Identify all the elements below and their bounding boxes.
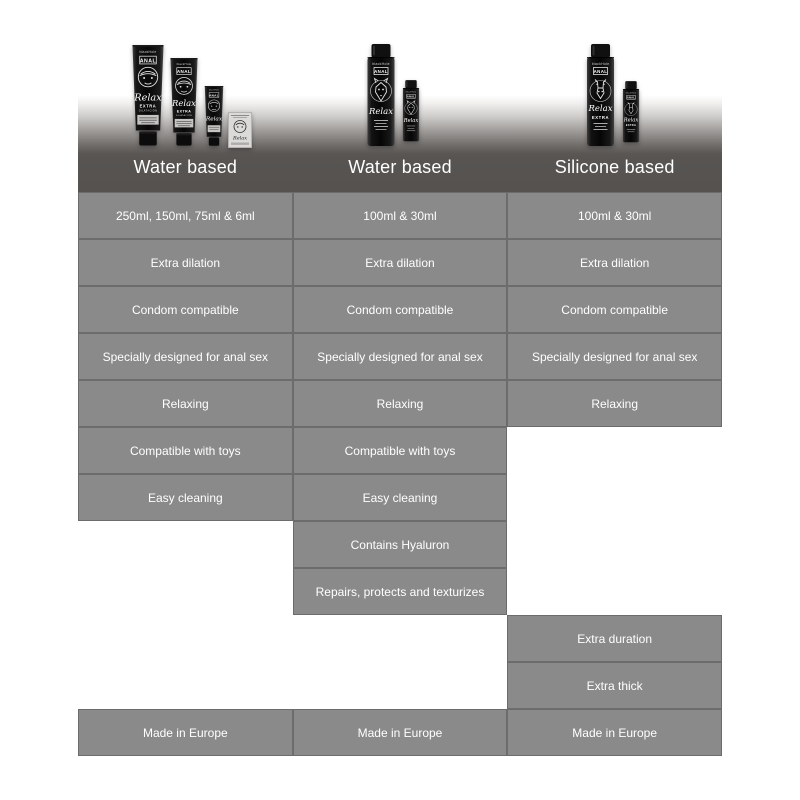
product-tube-large (130, 45, 166, 146)
empty-cell (507, 521, 722, 568)
table-cell-sizes-col1: 250ml, 150ml, 75ml & 6ml (78, 192, 293, 239)
table-cell-repairs-protects-col2: Repairs, protects and texturizes (293, 568, 508, 615)
table-cell-extra-thick-col3: Extra thick (507, 662, 722, 709)
product-bottle-large (585, 44, 616, 147)
empty-cell (507, 568, 722, 615)
relax-script: Relax (623, 117, 639, 124)
relax-script: Relax (172, 98, 196, 109)
header-water-based-2: Water based (348, 156, 452, 177)
extra-label: EXTRA (176, 109, 192, 114)
table-cell-made-in-europe-col1: Made in Europe (78, 709, 293, 756)
header-silicone-based: Silicone based (554, 156, 675, 177)
relax-script: Relax (134, 92, 162, 104)
tube-cap (209, 137, 219, 145)
product-display-silicone-bottles (585, 44, 643, 148)
relax-script: Relax (205, 116, 223, 123)
product-display-water-bottles (366, 44, 424, 148)
anal-label: ANAL (209, 93, 219, 98)
table-cell-sizes-col3: 100ml & 30ml (507, 192, 722, 239)
table-cell-sizes-col2: 100ml & 30ml (293, 192, 508, 239)
product-bottle-large (366, 44, 396, 147)
table-cell-compatible-with-toys-col1: Compatible with toys (78, 427, 293, 474)
table-cell-easy-cleaning-col1: Easy cleaning (78, 474, 293, 521)
table-cell-designed-for-anal-sex-col2: Specially designed for anal sex (293, 333, 508, 380)
empty-cell (78, 521, 293, 568)
relax-script: Relax (403, 118, 419, 125)
anal-label: ANAL (374, 69, 388, 74)
product-bottle-small (622, 77, 640, 147)
table-cell-designed-for-anal-sex-col1: Specially designed for anal sex (78, 333, 293, 380)
table-cell-designed-for-anal-sex-col3: Specially designed for anal sex (507, 333, 722, 380)
anal-label: ANAL (626, 96, 636, 100)
product-display-water-tubes (128, 42, 254, 148)
relax-script: Relax (368, 107, 394, 117)
empty-cell (78, 615, 293, 662)
table-cell-condom-compatible-col2: Condom compatible (293, 286, 508, 333)
header-row (78, 146, 722, 188)
empty-cell (78, 568, 293, 615)
table-cell-extra-duration-col3: Extra duration (507, 615, 722, 662)
table-cell-made-in-europe-col3: Made in Europe (507, 709, 722, 756)
extra-label: EXTRA (625, 124, 637, 128)
table-cell-contains-hyaluron-col2: Contains Hyaluron (293, 521, 508, 568)
anal-label: ANAL (176, 69, 192, 75)
product-tube-medium (168, 58, 200, 146)
brand-text: blackHole (176, 61, 192, 66)
dilatacion-label: DILATACIÓN (175, 114, 193, 117)
empty-cell (507, 427, 722, 474)
empty-cell (78, 662, 293, 709)
dilatacion-label: DILATACIÓN (138, 109, 158, 113)
extra-label: EXTRA (139, 103, 157, 109)
brand-text: blackHole (208, 89, 220, 92)
empty-cell (293, 615, 508, 662)
table-cell-condom-compatible-col3: Condom compatible (507, 286, 722, 333)
product-bottle-small (402, 75, 420, 147)
table-cell-relaxing-col3: Relaxing (507, 380, 722, 427)
anal-label: ANAL (406, 95, 416, 99)
table-cell-condom-compatible-col1: Condom compatible (78, 286, 293, 333)
anal-label: ANAL (139, 58, 157, 65)
empty-cell (293, 662, 508, 709)
relax-script: Relax (232, 135, 248, 142)
table-cell-compatible-with-toys-col2: Compatible with toys (293, 427, 508, 474)
table-cell-made-in-europe-col2: Made in Europe (293, 709, 508, 756)
table-cell-extra-dilation-col2: Extra dilation (293, 239, 508, 286)
table-cell-extra-dilation-col3: Extra dilation (507, 239, 722, 286)
info-band (208, 125, 221, 132)
anal-label: ANAL (593, 69, 608, 74)
table-cell-relaxing-col1: Relaxing (78, 380, 293, 427)
brand-text: blackHole (139, 49, 157, 54)
brand-text: blackHole (625, 92, 637, 95)
product-sachet (228, 112, 252, 148)
product-tube-small (202, 86, 226, 146)
empty-cell (507, 474, 722, 521)
brand-text: blackHole (372, 62, 390, 66)
comparison-table (78, 192, 722, 756)
extra-label: EXTRA (591, 115, 610, 120)
brand-text: blackHole (591, 62, 610, 66)
table-cell-easy-cleaning-col2: Easy cleaning (293, 474, 508, 521)
table-cell-extra-dilation-col1: Extra dilation (78, 239, 293, 286)
header-water-based-1: Water based (133, 156, 238, 177)
table-cell-relaxing-col2: Relaxing (293, 380, 508, 427)
relax-script: Relax (588, 104, 613, 114)
brand-text: blackHole (405, 91, 417, 94)
